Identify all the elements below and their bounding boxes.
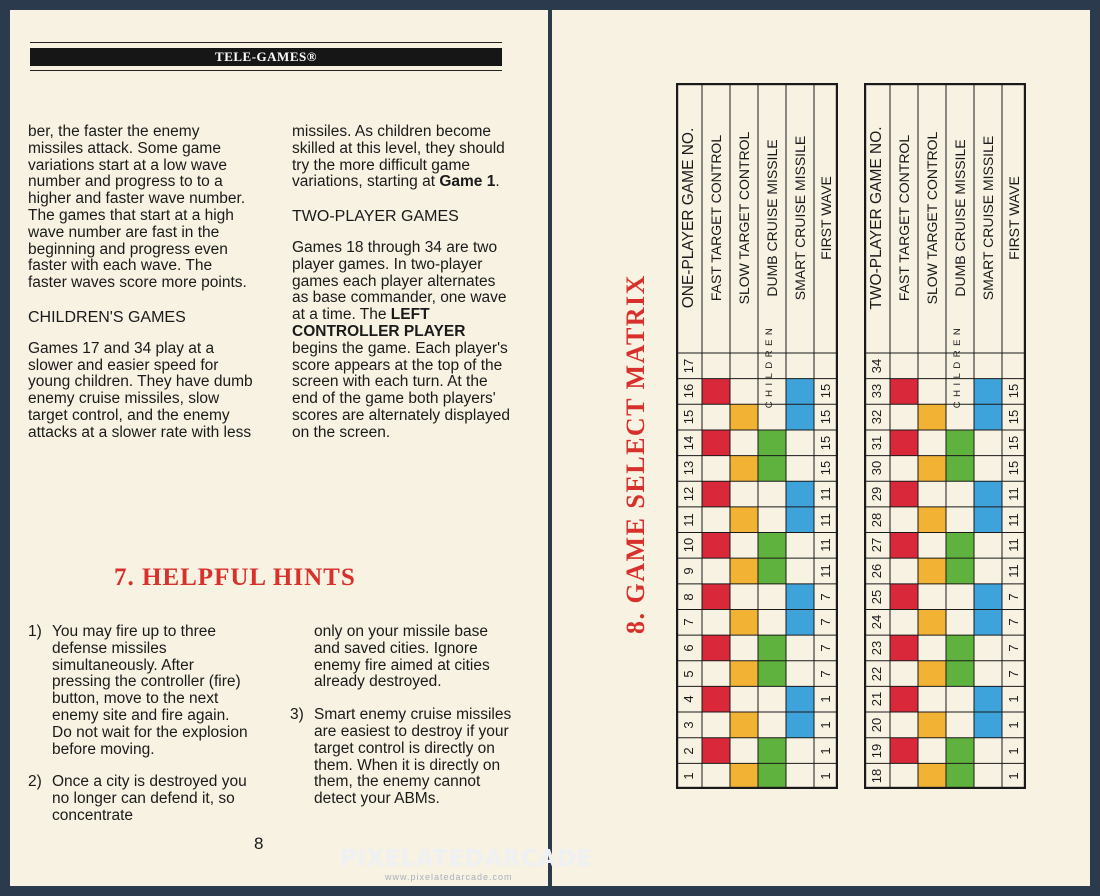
matrix-row-label: SMART CRUISE MISSILE [980, 135, 996, 301]
two-player-heading: TWO-PLAYER GAMES [292, 208, 459, 226]
page-number: 8 [254, 834, 264, 853]
game-number: 10 [681, 538, 696, 553]
game-number: 15 [681, 409, 696, 425]
two-player-text-b: begins the game. Each player's score appears at the top of the screen with each turn. At the end of the game both players' scores are alternately displayed on the screen. [292, 339, 510, 441]
matrix-row-label: TWO-PLAYER GAME NO. [868, 126, 885, 310]
matrix-grid [864, 83, 1026, 789]
first-wave-value: 7 [1006, 618, 1021, 626]
dumb-cruise-mark [946, 456, 974, 482]
dumb-cruise-mark [758, 661, 786, 687]
fast-target-mark [702, 584, 730, 610]
hint-text: Smart enemy cruise missiles are easiest to destroy if your target control is directly on them. When it is directly on them, the enemy cannot detect your ABMs. [314, 706, 512, 808]
first-wave-value: 15 [1006, 435, 1021, 450]
game-number: 11 [681, 512, 696, 527]
dumb-cruise-mark [946, 661, 974, 687]
matrix-row-label: ONE-PLAYER GAME NO. [680, 127, 697, 309]
paragraph-two-player [292, 240, 512, 442]
dumb-cruise-mark [946, 558, 974, 584]
smart-cruise-mark [786, 584, 814, 610]
first-wave-value: 1 [1006, 721, 1021, 729]
game-number: 5 [681, 669, 696, 678]
slow-target-mark [918, 712, 946, 738]
paragraph-skill [292, 124, 512, 191]
fast-target-mark [890, 533, 918, 559]
game-number: 1 [681, 772, 696, 780]
slow-target-mark [918, 507, 946, 533]
game-number: 17 [681, 358, 696, 374]
one-player-matrix [676, 83, 838, 789]
smart-cruise-mark [974, 507, 1002, 533]
first-wave-value: 7 [818, 593, 833, 601]
skill-text: missiles. As children become skilled at this level, they should try the more difficult game variations, starting at [292, 123, 505, 191]
first-wave-value: 7 [1006, 669, 1021, 678]
children-label: CHILDREN [952, 323, 963, 409]
game-number: 6 [681, 644, 696, 652]
game-number: 14 [681, 435, 696, 450]
first-wave-value: 11 [818, 487, 833, 501]
paragraph-waves: ber, the faster the enemy missiles attack. Some game variations start at a low wave number and progress to to a higher and faster wave number. The games that start at a high wave number are fast in the beginning and progress even faster with each wave. The faster waves score more points. [28, 123, 247, 292]
slow-target-mark [918, 456, 946, 482]
matrix-row-label: DUMB CRUISE MISSILE [952, 139, 968, 297]
two-player-matrix [864, 83, 1026, 789]
text-column-1 [28, 124, 253, 442]
smart-cruise-mark [786, 379, 814, 405]
matrix-row-label: FIRST WAVE [1006, 176, 1022, 260]
first-wave-value: 1 [1006, 772, 1021, 780]
dumb-cruise-mark [758, 763, 786, 789]
game-number: 2 [681, 746, 696, 755]
game-number: 26 [869, 563, 884, 579]
hint-text: only on your missile base and saved cities. Ignore enemy fire aimed at cities already destroyed. [314, 623, 490, 691]
text-column-2 [292, 124, 512, 442]
dumb-cruise-mark [946, 738, 974, 764]
fast-target-mark [702, 635, 730, 661]
first-wave-value: 1 [818, 746, 833, 755]
first-wave-value: 11 [1006, 487, 1021, 501]
left-controller-bold: LEFT CONTROLLER PLAYER [292, 306, 466, 340]
first-wave-value: 7 [1006, 644, 1021, 652]
fast-target-mark [702, 379, 730, 405]
first-wave-value: 7 [1006, 593, 1021, 601]
smart-cruise-mark [786, 507, 814, 533]
fast-target-mark [890, 635, 918, 661]
fast-target-mark [702, 430, 730, 456]
game-number: 3 [681, 721, 696, 729]
dumb-cruise-mark [758, 430, 786, 456]
first-wave-value: 11 [818, 538, 833, 553]
smart-cruise-mark [974, 481, 1002, 507]
fast-target-mark [702, 481, 730, 507]
matrix-grid [676, 83, 838, 789]
slow-target-mark [730, 404, 758, 430]
game-number: 4 [681, 695, 696, 703]
dumb-cruise-mark [946, 430, 974, 456]
matrix-row-label: SMART CRUISE MISSILE [792, 135, 808, 301]
matrix-row-label: FAST TARGET CONTROL [896, 134, 912, 302]
first-wave-value: 1 [818, 695, 833, 703]
first-wave-value: 15 [1006, 384, 1021, 399]
game-number: 23 [869, 640, 884, 656]
smart-cruise-mark [974, 379, 1002, 405]
game-number: 24 [869, 615, 884, 630]
smart-cruise-mark [974, 404, 1002, 430]
game-number: 22 [869, 666, 884, 681]
fast-target-mark [702, 686, 730, 712]
slow-target-mark [918, 609, 946, 635]
watermark-logo: PIXELATEDARCADE [340, 846, 593, 872]
slow-target-mark [730, 609, 758, 635]
first-wave-value: 11 [1006, 538, 1021, 553]
dumb-cruise-mark [946, 533, 974, 559]
smart-cruise-mark [786, 609, 814, 635]
matrix-row-label: SLOW TARGET CONTROL [736, 131, 752, 305]
smart-cruise-mark [974, 584, 1002, 610]
hint-indent [290, 624, 314, 691]
game-number: 27 [869, 538, 884, 553]
watermark-url: www.pixelatedarcade.com [385, 872, 513, 882]
smart-cruise-mark [786, 686, 814, 712]
dumb-cruise-mark [946, 763, 974, 789]
first-wave-value: 11 [1006, 564, 1021, 578]
first-wave-value: 7 [818, 669, 833, 678]
game-number: 33 [869, 384, 884, 399]
slow-target-mark [918, 661, 946, 687]
game-number: 34 [869, 358, 884, 374]
first-wave-value: 15 [818, 384, 833, 399]
slow-target-mark [730, 456, 758, 482]
first-wave-value: 7 [818, 618, 833, 626]
fast-target-mark [890, 686, 918, 712]
hint-number: 2) [28, 773, 42, 791]
first-wave-value: 15 [818, 461, 833, 476]
hint-1 [28, 624, 253, 758]
game-number: 20 [869, 717, 884, 733]
dumb-cruise-mark [758, 533, 786, 559]
game-number: 7 [681, 618, 696, 626]
fast-target-mark [890, 430, 918, 456]
dumb-cruise-mark [758, 635, 786, 661]
hint-2 [28, 774, 253, 824]
first-wave-value: 15 [1006, 409, 1021, 425]
first-wave-value: 15 [1006, 461, 1021, 476]
slow-target-mark [730, 558, 758, 584]
slow-target-mark [918, 558, 946, 584]
matrix-row-label: SLOW TARGET CONTROL [924, 131, 940, 305]
fast-target-mark [890, 738, 918, 764]
game-number: 16 [681, 384, 696, 399]
hints-column-1 [28, 624, 253, 841]
dumb-cruise-mark [758, 738, 786, 764]
first-wave-value: 11 [1006, 512, 1021, 527]
smart-cruise-mark [786, 481, 814, 507]
fast-target-mark [702, 738, 730, 764]
game-number: 12 [681, 486, 696, 502]
first-wave-value: 1 [1006, 746, 1021, 755]
slow-target-mark [730, 712, 758, 738]
game-number: 18 [869, 768, 884, 784]
game-number: 30 [869, 461, 884, 476]
first-wave-value: 11 [818, 512, 833, 527]
fast-target-mark [890, 379, 918, 405]
slow-target-mark [730, 763, 758, 789]
matrix-row-label: DUMB CRUISE MISSILE [764, 139, 780, 297]
dumb-cruise-mark [946, 635, 974, 661]
first-wave-value: 11 [818, 564, 833, 578]
children-games-heading: CHILDREN'S GAMES [28, 308, 186, 326]
first-wave-value: 1 [1006, 695, 1021, 703]
slow-target-mark [918, 404, 946, 430]
smart-cruise-mark [786, 712, 814, 738]
fast-target-mark [890, 481, 918, 507]
hint-text: Once a city is destroyed you no longer can defend it, so concentrate [52, 773, 247, 824]
slow-target-mark [918, 763, 946, 789]
smart-cruise-mark [786, 404, 814, 430]
header-rule-top [30, 42, 502, 43]
header-brand-bar: TELE-GAMES® [30, 48, 502, 66]
first-wave-value: 7 [818, 644, 833, 652]
fast-target-mark [890, 584, 918, 610]
paragraph-children: Games 17 and 34 play at a slower and easier speed for young children. They have dumb enemy cruise missiles, slow target control, and the enemy attacks at a slower rate with less [28, 339, 253, 441]
first-wave-value: 1 [818, 721, 833, 729]
game-number: 13 [681, 461, 696, 476]
game-number: 21 [869, 692, 884, 707]
hint-3 [290, 707, 512, 808]
slow-target-mark [730, 507, 758, 533]
matrix-row-label: FIRST WAVE [818, 176, 834, 260]
slow-target-mark [730, 661, 758, 687]
game-number: 25 [869, 589, 884, 604]
first-wave-value: 15 [818, 409, 833, 425]
smart-cruise-mark [974, 609, 1002, 635]
matrix-title: 8. GAME SELECT MATRIX [621, 274, 650, 634]
first-wave-value: 1 [818, 772, 833, 780]
skill-period: . [495, 173, 500, 191]
game-number: 31 [869, 435, 884, 450]
hint-2-continued [290, 624, 512, 691]
fast-target-mark [702, 533, 730, 559]
two-player-text-a: Games 18 through 34 are two player games. In two-player games each player alternates as base commander, one wave at a time. The [292, 238, 507, 324]
header-rule-bottom [30, 70, 502, 71]
dumb-cruise-mark [758, 558, 786, 584]
hint-text: You may fire up to three defense missiles simultaneously. After pressing the controller (fire) button, move to the next enemy site and fire again. Do not wait for the explosion before moving. [52, 623, 248, 758]
helpful-hints-title: 7. HELPFUL HINTS [114, 564, 356, 591]
hint-number: 1) [28, 623, 42, 640]
right-page [552, 10, 1090, 886]
smart-cruise-mark [974, 686, 1002, 712]
hints-column-2 [290, 624, 512, 824]
children-label: CHILDREN [764, 323, 775, 409]
smart-cruise-mark [974, 712, 1002, 738]
hint-number: 3) [290, 706, 304, 724]
first-wave-value: 15 [818, 435, 833, 450]
game-number: 28 [869, 512, 884, 527]
game-number: 9 [681, 567, 696, 575]
game-number: 29 [869, 486, 884, 502]
matrix-row-label: FAST TARGET CONTROL [708, 134, 724, 302]
game-number: 32 [869, 409, 884, 425]
game-number: 19 [869, 743, 884, 758]
left-page [10, 10, 548, 886]
game-number: 8 [681, 593, 696, 601]
game-one-bold: Game 1 [439, 173, 496, 191]
dumb-cruise-mark [758, 456, 786, 482]
